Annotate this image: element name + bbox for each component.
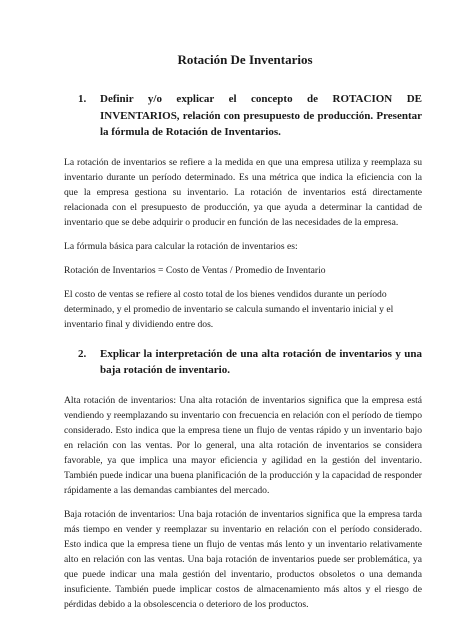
section-2-heading (64, 346, 422, 379)
paragraph-formula: Rotación de Inventarios = Costo de Ventas / Promedio de Inventario (64, 264, 326, 276)
section-2-heading-text: Explicar la interpretación de una alta rotación de inventarios y una baja rotación de inventario. (100, 347, 422, 376)
paragraph-low-rotation: Baja rotación de inventarios: Una baja rotación de inventarios significa que la empresa tarda más tiempo en vender y reemplazar su inventario en relación con el período considerado. Esto indica que la empresa tiene un flujo de ventas más lento y un inventario relativamente alto en relación con las ventas. Una baja rotación de inventarios puede ser problemática, ya que puede indicar una mala gestión del inventario, productos obsoletos o una demanda insuficiente. También puede implicar costos de almacenamiento más altos y el riesgo de pérdidas debido a la obsolescencia o deterioro de los productos. (64, 508, 422, 610)
section-1-number: 1. (78, 93, 87, 105)
section-1-heading (64, 91, 422, 141)
section-2-number: 2. (78, 347, 87, 360)
paragraph-cost-explanation: El costo de ventas se refiere al costo total de los bienes vendidos durante un período determinado, y el promedio de inventario se calcula sumando el inventario inicial y el inventario final y dividiendo entre dos. (64, 288, 394, 330)
section-1-heading-text: Definir y/o explicar el concepto de ROTACION DE INVENTARIOS, relación con presupuesto de producción. Presentar la fórmula de Rotación de Inventarios. (100, 93, 422, 138)
paragraph-high-rotation: Alta rotación de inventarios: Una alta rotación de inventarios significa que la empresa está vendiendo y reemplazando su inventario con frecuencia en relación con el período de tiempo considerado. Esto indica que la empresa tiene un flujo de ventas rápido y un inventario bajo en relación con las ventas. Por lo general, una alta rotación de inventarios se considera favorable, ya que implica una mayor eficiencia y agilidad en la gestión del inventario. También puede indicar una buena planificación de la producción y la capacidad de responder rápidamente a las demandas cambiantes del mercado. (64, 394, 422, 496)
paragraph-definition: La rotación de inventarios se refiere a la medida en que una empresa utiliza y reemplaza su inventario durante un período determinado. Es una métrica que indica la eficiencia con la que la empresa gestiona su inventario. La rotación de inventarios está directamente relacionada con el presupuesto de producción, ya que ayuda a determinar la cantidad de inventario que se debe adquirir o producir en función de las necesidades de la empresa. (64, 156, 422, 228)
paragraph-formula-intro: La fórmula básica para calcular la rotación de inventarios es: (64, 240, 298, 252)
document-title: Rotación De Inventarios (177, 52, 313, 67)
